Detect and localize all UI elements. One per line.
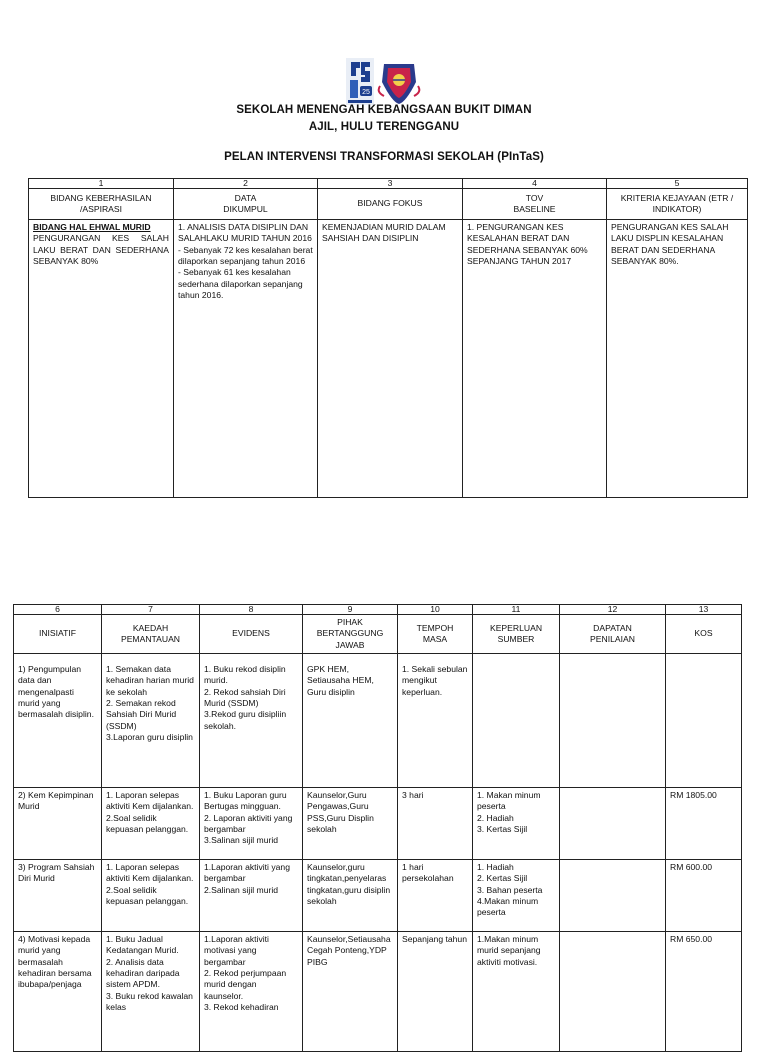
cell-dapatan-penilaian (560, 932, 666, 1052)
cell-line: 2.Soal selidik kepuasan pelanggan. (106, 884, 189, 907)
cell-line: 3. Buku rekod kawalan kelas (106, 990, 193, 1013)
header-bidang-keberhasilan: BIDANG KEBERHASILAN /ASPIRASI (29, 189, 174, 220)
cell-line: GPK HEM, Setiausaha HEM, Guru disiplin (307, 664, 374, 697)
cell-line: 2. Analisis data kehadiran daripada sistem APDM. (106, 956, 180, 990)
cell-line: Kaunselor,Setiausaha Cegah Ponteng,YDP PIBG (307, 934, 391, 967)
header-kos: KOS (666, 615, 742, 654)
cell-evidens (200, 654, 303, 788)
cell-line: 2. Rekod perjumpaan murid dengan kaunselor. (204, 968, 287, 1001)
cell-line: 1. Buku rekod disiplin murid. (204, 664, 286, 686)
intervention-table-1 (28, 178, 748, 498)
cell-tempoh-masa (398, 654, 473, 788)
cell-data-dikumpul (174, 220, 318, 498)
cell-line: 3) Program Sahsiah Diri Murid (18, 862, 95, 884)
header-inisiatif: INISIATIF (14, 615, 102, 654)
header-bidang-fokus: BIDANG FOKUS (318, 189, 463, 220)
column-number-row (14, 605, 742, 615)
cell-line: 1. Buku Laporan guru Bertugas mingguan. (204, 790, 287, 812)
cell-dapatan-penilaian (560, 788, 666, 860)
cell-line: 3.Rekod guru disipliin sekolah. (204, 709, 287, 731)
column-number: 6 (14, 605, 102, 615)
column-number: 13 (666, 605, 742, 615)
table-row (14, 788, 742, 860)
table-row (14, 654, 742, 788)
cell-kos: RM 600.00 (666, 860, 742, 932)
cell-inisiatif (14, 932, 102, 1052)
data-line: 1. ANALISIS DATA DISIPLIN DAN SALAHLAKU MURID TAHUN 2016 (178, 222, 312, 244)
cell-line: 1. Laporan selepas aktiviti Kem dijalankan. (106, 862, 194, 884)
cell-keperluan-sumber (473, 654, 560, 788)
intervention-table-2 (13, 604, 742, 1052)
cell-line: 1.Laporan aktiviti motivasi yang bergambar (204, 934, 269, 967)
table-row (14, 932, 742, 1052)
cell-line: 3.Laporan guru disiplin (106, 732, 193, 743)
cell-keperluan-sumber (473, 860, 560, 932)
cell-line: 3. Kertas Sijil (477, 824, 528, 835)
data-line: - Sebanyak 72 kes kesalahan berat dilaporkan sepanjang tahun 2016 (178, 244, 313, 267)
cell-line: Kaunselor,Guru Pengawas,Guru PSS,Guru Displin sekolah (307, 790, 374, 835)
cell-kaedah-pemantauan (102, 788, 200, 860)
logo-number: 25 (362, 89, 370, 96)
cell-line: 1. Laporan selepas aktiviti Kem dijalankan. (106, 790, 194, 812)
cell-kos: RM 650.00 (666, 932, 742, 1052)
cell-tempoh-masa (398, 788, 473, 860)
cell-inisiatif (14, 788, 102, 860)
cell-kaedah-pemantauan (102, 932, 200, 1052)
table-body (14, 654, 742, 1052)
cell-keperluan-sumber (473, 788, 560, 860)
cell-line: 2. Hadiah (477, 812, 514, 823)
column-number: 5 (607, 179, 748, 189)
header-pihak-bertanggung-jawab: PIHAK BERTANGGUNG JAWAB (303, 615, 398, 654)
header-tov-baseline: TOV BASELINE (463, 189, 607, 220)
column-number: 3 (318, 179, 463, 189)
header-row (29, 189, 748, 220)
header-data-dikumpul: DATA DIKUMPUL (174, 189, 318, 220)
cell-line: 1 hari persekolahan (402, 862, 454, 884)
table-row (14, 860, 742, 932)
column-number-row (29, 179, 748, 189)
header-row (14, 615, 742, 654)
header-evidens: EVIDENS (200, 615, 303, 654)
cell-line: 1. Sekali sebulan mengikut keperluan. (402, 664, 468, 697)
cell-line: Sepanjang tahun (402, 934, 467, 945)
column-number: 1 (29, 179, 174, 189)
cell-line: 3. Rekod kehadiran (204, 1002, 279, 1013)
cell-dapatan-penilaian (560, 654, 666, 788)
cell-pihak-bertanggung-jawab (303, 860, 398, 932)
cell-line: 4.Makan minum peserta (477, 896, 539, 918)
header-dapatan-penilaian: DAPATAN PENILAIAN (560, 615, 666, 654)
cell-line: 2. Kertas Sijil (477, 873, 528, 884)
cell-line: 3.Salinan sijil murid (204, 835, 279, 846)
cell-line: 2.Soal selidik kepuasan pelanggan. (106, 812, 189, 835)
column-number: 2 (174, 179, 318, 189)
cell-evidens (200, 860, 303, 932)
cell-line: 1.Makan minum murid sepanjang aktiviti motivasi. (477, 934, 541, 967)
cell-line: 1) Pengumpulan data dan mengenalpasti murid yang bermasalah disiplin. (18, 664, 94, 720)
header-tempoh-masa: TEMPOH MASA (398, 615, 473, 654)
bidang-body: PENGURANGAN KES SALAH LAKU BERAT DAN SEDERHANA SEBANYAK 80% (33, 233, 169, 267)
cell-kriteria-kejayaan: PENGURANGAN KES SALAH LAKU DISPLIN KESALAHAN BERAT DAN SEDERHANA SEBANYAK 80%. (607, 220, 748, 498)
cell-tov-baseline: 1. PENGURANGAN KES KESALAHAN BERAT DAN SEDERHANA SEBANYAK 60% SEPANJANG TAHUN 2017 (463, 220, 607, 498)
cell-tempoh-masa (398, 860, 473, 932)
cell-pihak-bertanggung-jawab (303, 788, 398, 860)
cell-line: 3 hari (402, 790, 424, 801)
cell-line: 1. Makan minum peserta (477, 790, 541, 812)
column-number: 7 (102, 605, 200, 615)
cell-pihak-bertanggung-jawab (303, 932, 398, 1052)
cell-kaedah-pemantauan (102, 860, 200, 932)
cell-line: 1.Laporan aktiviti yang bergambar (204, 862, 290, 884)
cell-keperluan-sumber (473, 932, 560, 1052)
cell-evidens (200, 788, 303, 860)
cell-line: 2. Rekod sahsiah Diri Murid (SSDM) (204, 686, 286, 709)
cell-dapatan-penilaian (560, 860, 666, 932)
cell-inisiatif (14, 860, 102, 932)
data-line: - Sebanyak 61 kes kesalahan sederhana dilaporkan sepanjang tahun 2016. (178, 267, 303, 301)
cell-line: 2) Kem Kepimpinan Murid (18, 790, 94, 812)
cell-line: 1. Buku Jadual Kedatangan Murid. (106, 934, 179, 956)
cell-kos: RM 1805.00 (666, 788, 742, 860)
header-keperluan-sumber: KEPERLUAN SUMBER (473, 615, 560, 654)
column-number: 8 (200, 605, 303, 615)
cell-tempoh-masa (398, 932, 473, 1052)
school-logos (346, 58, 422, 106)
cell-kaedah-pemantauan (102, 654, 200, 788)
bidang-title: BIDANG HAL EHWAL MURID (33, 222, 151, 232)
school-location: AJIL, HULU TERENGGANU (308, 121, 460, 133)
cell-pihak-bertanggung-jawab (303, 654, 398, 788)
column-number: 11 (473, 605, 560, 615)
column-number: 4 (463, 179, 607, 189)
cell-kos (666, 654, 742, 788)
cell-bidang-keberhasilan (29, 220, 174, 498)
header-kriteria-kejayaan: KRITERIA KEJAYAAN (ETR / INDIKATOR) (607, 189, 748, 220)
cell-line: 1. Hadiah (477, 862, 514, 873)
table-row (29, 220, 748, 498)
cell-bidang-fokus: KEMENJADIAN MURID DALAM SAHSIAH DAN DISIPLIN (318, 220, 463, 498)
cell-line: 2. Laporan aktiviti yang bergambar (204, 812, 293, 835)
cell-line: Kaunselor,guru tingkatan,penyelaras tingkatan,guru disiplin sekolah (307, 862, 391, 907)
school-name: SEKOLAH MENENGAH KEBANGSAAN BUKIT DIMAN (236, 104, 532, 116)
plan-title: PELAN INTERVENSI TRANSFORMASI SEKOLAH (PInTaS) (224, 151, 544, 163)
logo-graphics (346, 58, 422, 106)
cell-evidens (200, 932, 303, 1052)
column-number: 10 (398, 605, 473, 615)
cell-line: 2. Semakan rekod Sahsiah Diri Murid (SSDM) (106, 698, 177, 731)
cell-line: 2.Salinan sijil murid (204, 884, 279, 895)
cell-line: 4) Motivasi kepada murid yang bermasalah kehadiran bersama ibubapa/penjaga (18, 934, 92, 990)
cell-line: 1. Semakan data kehadiran harian murid ke sekolah (106, 664, 194, 697)
column-number: 9 (303, 605, 398, 615)
column-number: 12 (560, 605, 666, 615)
cell-line: 3. Bahan peserta (477, 884, 543, 895)
cell-inisiatif (14, 654, 102, 788)
header-kaedah-pemantauan: KAEDAH PEMANTAUAN (102, 615, 200, 654)
